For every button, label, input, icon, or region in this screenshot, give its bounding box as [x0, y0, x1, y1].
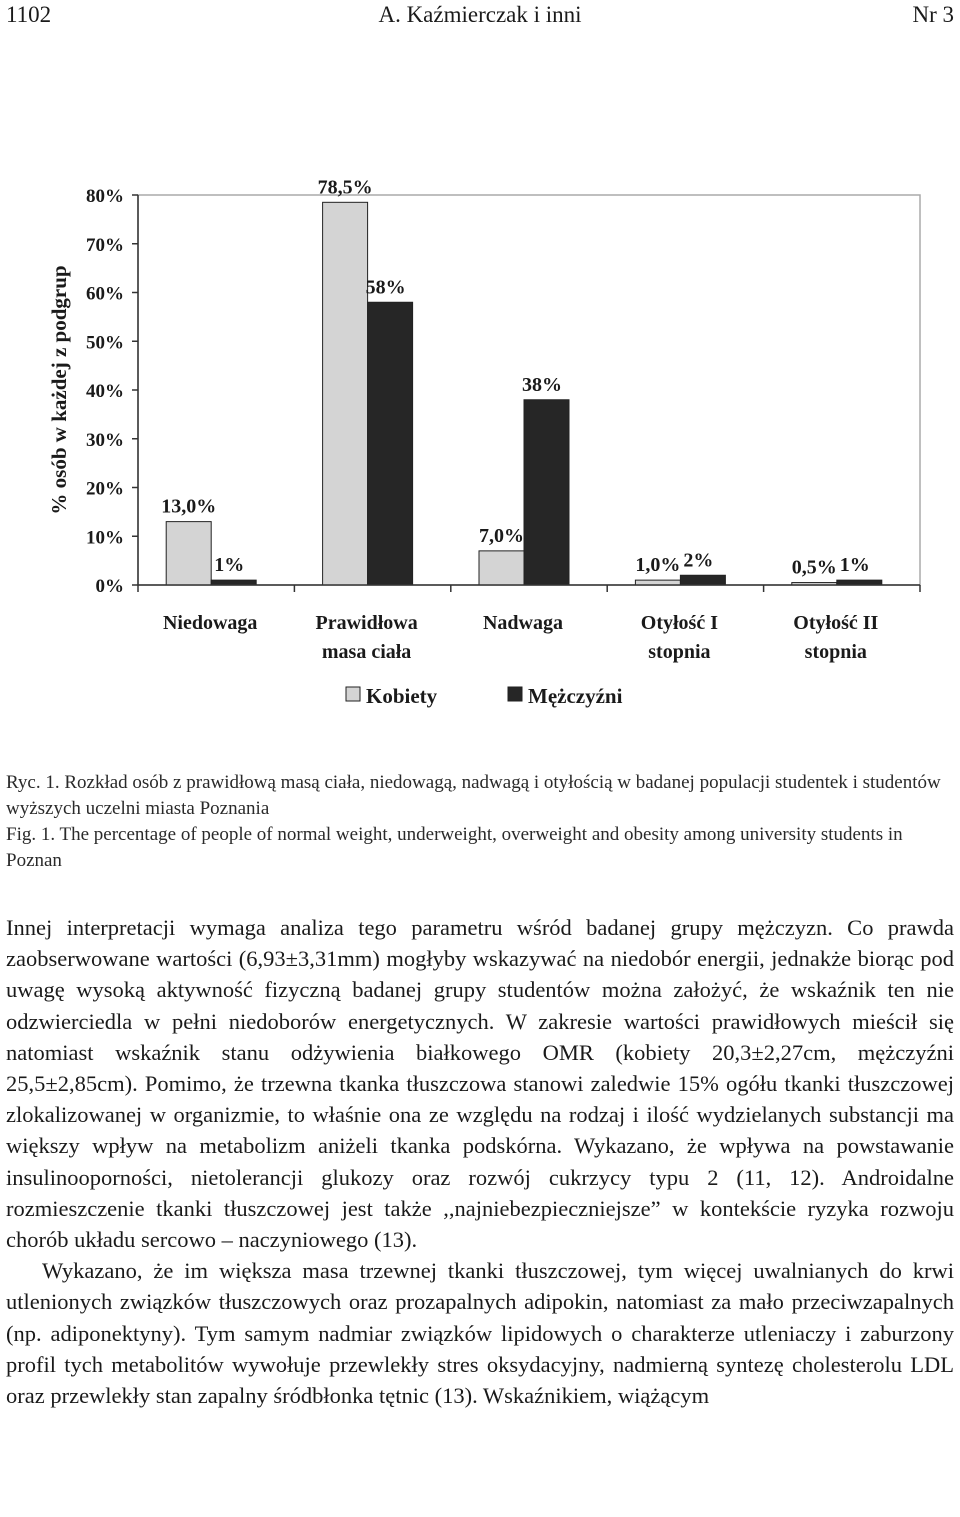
x-category-label: Nadwaga — [482, 612, 564, 634]
bar-kobiety — [479, 551, 524, 585]
data-label: 38% — [522, 373, 562, 396]
data-label: 1% — [839, 554, 870, 577]
bar-mezczyzni — [524, 400, 569, 585]
running-header — [6, 0, 954, 34]
caption-polish: Ryc. 1. Rozkład osób z prawidłową masą ciała, niedowagą, nadwagą i otyłością w badanej populacji studentek i studentów wyższych uczelni miasta Poznania — [6, 772, 941, 819]
x-category-label: Otyłość II — [793, 612, 879, 634]
bar-kobiety — [166, 522, 211, 585]
data-label: 0,5% — [791, 556, 837, 579]
x-category-label: Otyłość I — [640, 612, 719, 634]
x-category-label: stopnia — [804, 641, 867, 663]
article-body — [6, 912, 954, 1411]
legend-swatch — [346, 687, 360, 701]
y-axis-label: % osób w każdej z podgrup — [47, 265, 71, 515]
y-tick-label: 50% — [86, 332, 124, 354]
legend-label: Mężczyźni — [528, 684, 623, 708]
bar-mezczyzni — [368, 302, 413, 585]
y-tick-label: 80% — [86, 186, 124, 207]
y-tick-label: 60% — [86, 283, 124, 305]
y-tick-label: 40% — [86, 381, 124, 402]
bar-kobiety — [323, 202, 368, 585]
data-label: 1% — [214, 554, 245, 577]
data-label: 7,0% — [479, 524, 524, 547]
bars — [161, 176, 882, 585]
data-label: 78,5% — [317, 176, 373, 199]
bar-mezczyzni — [680, 575, 725, 585]
data-label: 1,0% — [635, 554, 681, 577]
y-tick-label: 30% — [86, 429, 124, 451]
y-tick-label: 70% — [86, 234, 124, 256]
x-category-label: Niedowaga — [162, 612, 258, 634]
caption-english: Fig. 1. The percentage of people of normal weight, underweight, overweight and obesity among university students in Poznan — [6, 824, 903, 871]
data-label: 13,0% — [161, 495, 217, 518]
legend-label: Kobiety — [366, 684, 438, 708]
y-axis-ticks — [86, 186, 138, 597]
paragraph-1: Innej interpretacji wymaga analiza tego parametru wśród badanej grupy mężczyzn. Co prawda zaobserwowane wartości (6,93±3,31mm) mogłyby wskazywać na niedobór energii, jednakże biorąc pod uwagę wysoką aktywność fizyczną badanej grupy studentów można założyć, że wskaźnik ten nie odzwierciedla w pełni niedoborów energetycznych. W zakresie wartości prawidłowych mieścił się natomiast wskaźnik stanu odżywienia białkowego OMR (kobiety 20,3±2,27cm, mężczyźni 25,5±2,85cm). Pomimo, że trzewna tkanka tłuszczowa stanowi zaledwie 15% ogółu tkanki tłuszczowej zlokalizowanej w organizmie, to właśnie ona ze względu na rodzaj i ilość wydzielanych substancji ma większy wpływ na metabolizm aniżeli tkanka podskórna. Wykazano, że wpływa na powstawanie insulinooporności, nietolerancji glukozy oraz rozwój cukrzycy typu 2 (11, 12). Androidalne rozmieszczenie tkanki tłuszczowej jest także ,,najniebezpieczniejsze” w kontekście ryzyka rozwoju chorób układu sercowo – naczyniowego (13). — [6, 915, 954, 1253]
y-tick-label: 20% — [86, 478, 124, 500]
legend — [346, 684, 623, 708]
y-tick-label: 10% — [86, 527, 124, 549]
data-label: 2% — [683, 549, 714, 572]
paragraph-2: Wykazano, że im większa masa trzewnej tkanki tłuszczowej, tym więcej uwalnianych do krwi utlenionych związków tłuszczowych oraz prozapalnych adipokin, natomiast za mało przeciwzapalnych (np. adiponektyny). Tym samym nadmiar związków lipidowych o charakterze utleniaczy i zaburzony profil tych metabolitów wywołuje przewlekły stres oksydacyjny, nadmierną syntezę cholesterolu LDL oraz przewlekły stan zapalny śródbłonka tętnic (13). Wskaźnikiem, wiążącym — [6, 1258, 954, 1409]
x-category-label: masa ciała — [321, 641, 412, 663]
x-category-label: Prawidłowa — [315, 612, 418, 634]
x-axis-labels — [163, 612, 879, 663]
y-tick-label: 0% — [95, 576, 124, 597]
bar-chart — [0, 165, 960, 725]
figure-caption — [6, 770, 954, 874]
legend-swatch — [508, 687, 522, 701]
page-number: 1102 — [6, 2, 52, 27]
x-category-label: stopnia — [648, 641, 711, 663]
data-label: 58% — [365, 276, 406, 299]
running-authors: A. Kaźmierczak i inni — [378, 2, 582, 27]
issue-number: Nr 3 — [912, 2, 954, 27]
